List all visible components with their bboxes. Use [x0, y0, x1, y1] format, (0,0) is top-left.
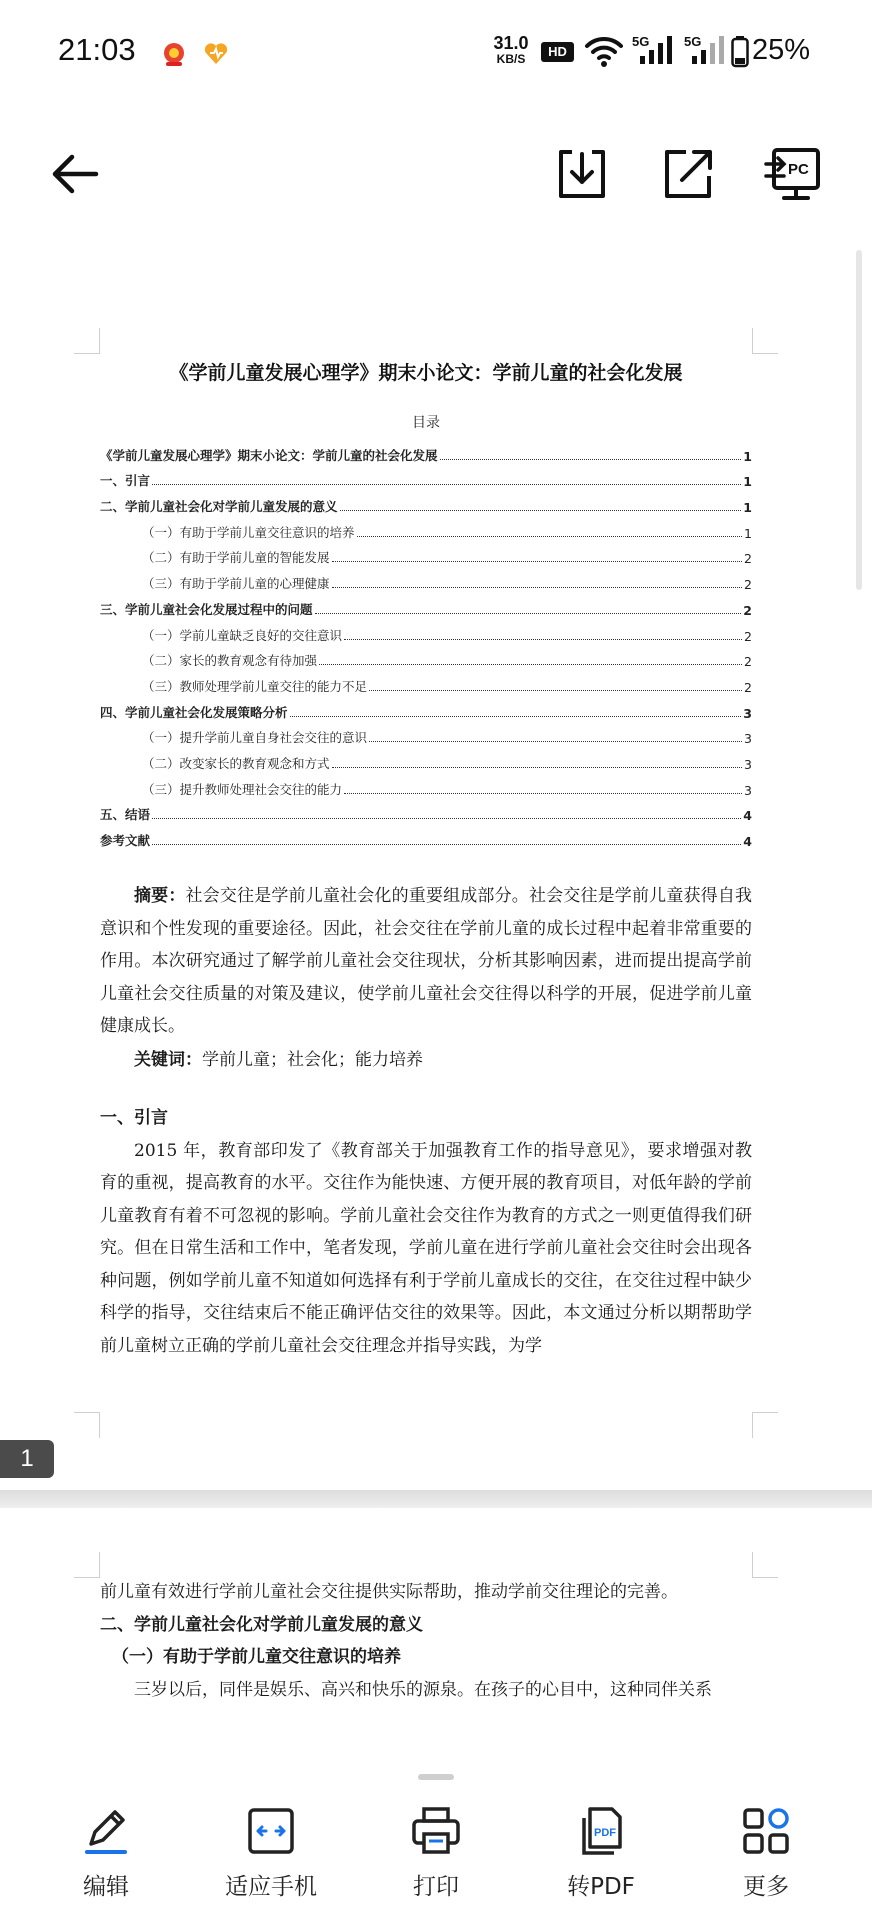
table-of-contents — [100, 438, 752, 849]
body-paragraph: 2015 年，教育部印发了《教育部关于加强教育工作的指导意见》，要求增强对教育的重视，提高教育的水平。交往作为能快速、方便开展的教育项目，对低年龄的学前儿童教育有着不可忽视的影响。学前儿童社会交往作为教育的方式之一则更值得我们研究。但在日常生活和工作中，笔者发现，学前儿童在进行学前儿童社会交往时会出现各种问题，例如学前儿童不知道如何选择有利于学前儿童成长的交往，在交往过程中缺少科学的指导，交往结束后不能正确评估交往的效果等。因此，本文通过分析以期帮助学前儿童树立正确的学前儿童社会交往理念并指导实践，为学 — [100, 1140, 752, 1356]
pdf-icon — [574, 1804, 628, 1858]
cell-signal-icon — [632, 34, 676, 66]
section-introduction — [100, 1102, 752, 1362]
status-bar — [0, 0, 872, 100]
share-icon[interactable] — [658, 144, 718, 204]
toc-entry[interactable]: （三）教师处理学前儿童交往的能力不足 2 — [142, 678, 752, 695]
toc-entry[interactable]: （三）有助于学前儿童的心理健康 2 — [142, 576, 752, 593]
toc-entry[interactable]: （一）有助于学前儿童交往意识的培养 1 — [142, 524, 752, 541]
toc-entry[interactable]: 三、学前儿童社会化发展过程中的问题 2 — [100, 601, 752, 618]
toc-entry[interactable]: （一）学前儿童缺乏良好的交往意识 2 — [142, 627, 752, 644]
cell-signal-icon — [684, 34, 728, 66]
toc-entry[interactable]: （二）有助于学前儿童的智能发展 2 — [142, 550, 752, 567]
section-heading: 二、学前儿童社会化对学前儿童发展的意义 — [100, 1614, 423, 1635]
toc-heading: 目录 — [412, 415, 440, 431]
cast-to-pc-icon[interactable] — [764, 144, 824, 204]
page-margin-mark — [752, 1552, 778, 1578]
page-number-indicator[interactable]: 1 — [0, 1440, 54, 1478]
fit-screen-icon — [244, 1804, 298, 1858]
wifi-icon — [584, 34, 624, 68]
print-button[interactable]: 打印 — [376, 1804, 496, 1901]
svg-text:PDF: PDF — [594, 1827, 616, 1839]
more-button[interactable]: 更多 — [706, 1804, 826, 1901]
document-page — [0, 244, 862, 1490]
toc-entry[interactable]: （二）改变家长的教育观念和方式 3 — [142, 755, 752, 772]
page-margin-mark — [74, 328, 100, 354]
app-notification-icon — [160, 40, 188, 68]
battery-icon — [731, 36, 749, 68]
document-title: 《学前儿童发展心理学》期末小论文：学前儿童的社会化发展 — [169, 362, 683, 384]
document-page — [0, 1508, 862, 1808]
toc-entry[interactable]: （一）提升学前儿童自身社会交往的意识 3 — [142, 730, 752, 747]
download-icon[interactable] — [552, 144, 612, 204]
page-margin-mark — [74, 1412, 100, 1438]
arrow-left-icon[interactable] — [46, 144, 106, 204]
toc-entry[interactable]: （二）家长的教育观念有待加强 2 — [142, 653, 752, 670]
body-paragraph: 前儿童有效进行学前儿童社会交往提供实际帮助，推动学前交往理论的完善。 — [100, 1582, 678, 1602]
printer-icon — [409, 1804, 463, 1858]
page-margin-mark — [752, 1412, 778, 1438]
top-toolbar — [0, 120, 872, 220]
hd-voice-badge: HD — [541, 42, 574, 62]
bottom-toolbar — [0, 1790, 872, 1920]
pen-icon — [79, 1804, 133, 1858]
toc-entry[interactable]: （三）提升教师处理社会交往的能力 3 — [142, 781, 752, 798]
status-time: 21:03 — [58, 32, 136, 67]
more-grid-icon — [739, 1804, 793, 1858]
body-paragraph: 三岁以后，同伴是娱乐、高兴和快乐的源泉。在孩子的心目中，这种同伴关系 — [134, 1679, 712, 1700]
document-viewer[interactable] — [0, 244, 872, 1784]
page-margin-mark — [752, 328, 778, 354]
toc-entry[interactable]: 参考文献 4 — [100, 833, 752, 849]
edit-button[interactable]: 编辑 — [46, 1804, 166, 1901]
page-separator — [0, 1490, 872, 1508]
scrollbar[interactable] — [856, 250, 862, 590]
health-app-icon — [202, 40, 230, 68]
bottom-sheet-handle[interactable] — [418, 1774, 454, 1780]
page-margin-mark — [74, 1552, 100, 1578]
network-speed: 31.0 KB/S — [493, 33, 529, 66]
svg-text:5G: 5G — [632, 34, 650, 49]
battery-percentage: 25% — [752, 34, 811, 66]
page2-content — [100, 1576, 752, 1706]
section-heading: 一、引言 — [100, 1108, 168, 1128]
subsection-heading: （一）有助于学前儿童交往意识的培养 — [112, 1647, 401, 1667]
keywords-line: 关键词：学前儿童；社会化；能力培养 — [134, 1050, 423, 1070]
toc-entry[interactable]: 五、结语 4 — [100, 807, 752, 824]
abstract-paragraph: 摘要：社会交往是学前儿童社会化的重要组成部分。社会交往是学前儿童获得自我意识和个性发现的重要途径。因此，社会交往在学前儿童的成长过程中起着非常重要的作用。本次研究通过了解学前儿童社会交往现状，分析其影响因素，进而提出提高学前儿童社会交往质量的对策及建议，使学前儿童社会交往得以科学的开展，促进学前儿童健康成长。 — [100, 886, 752, 1036]
toc-entry[interactable]: 二、学前儿童社会化对学前儿童发展的意义 1 — [100, 499, 752, 516]
svg-text:5G: 5G — [684, 34, 702, 49]
svg-text:PC: PC — [788, 161, 809, 178]
fit-phone-button[interactable]: 适应手机 — [211, 1804, 331, 1901]
toc-entry[interactable]: 《学前儿童发展心理学》期末小论文：学前儿童的社会化发展 1 — [100, 447, 752, 464]
toc-entry[interactable]: 四、学前儿童社会化发展策略分析 3 — [100, 704, 752, 721]
toc-entry[interactable]: 一、引言 1 — [100, 473, 752, 490]
convert-pdf-button[interactable]: PDF 转PDF — [541, 1804, 661, 1901]
